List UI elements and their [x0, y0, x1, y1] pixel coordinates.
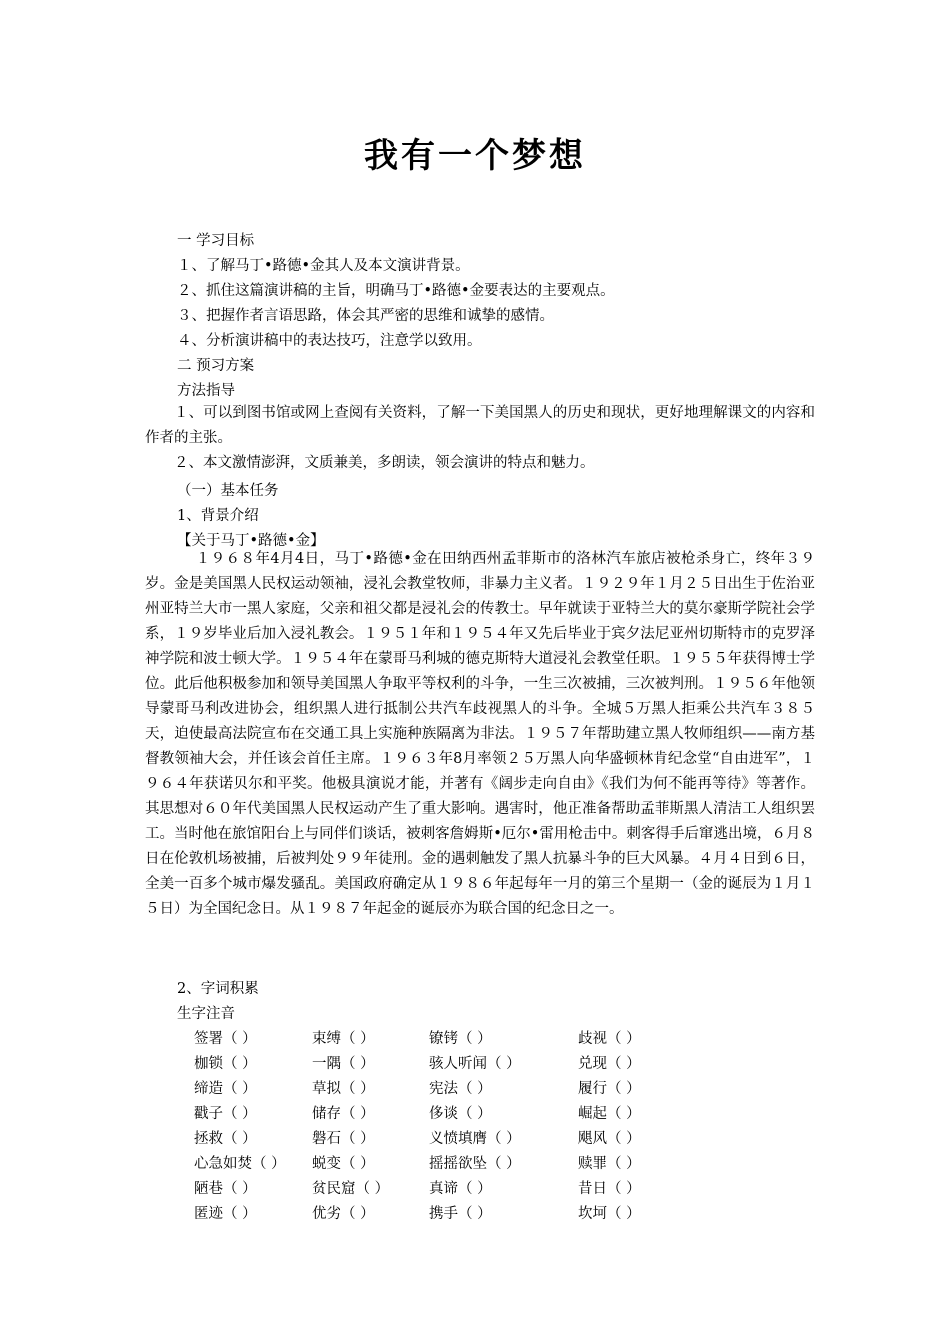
- vocab-table: [194, 1027, 714, 1227]
- vocab-item: 草拟（ ）: [312, 1081, 375, 1097]
- vocab-row: [194, 1177, 714, 1202]
- method-item-2: ２、本文激情澎湃，文质兼美，多朗读，领会演讲的特点和魅力。: [174, 455, 595, 471]
- vocab-item: 歧视（ ）: [578, 1031, 641, 1047]
- about-heading: 【关于马丁•路德•金】: [177, 533, 325, 549]
- vocab-item: 匿迹（ ）: [194, 1206, 257, 1222]
- vocab-row: [194, 1077, 714, 1102]
- vocab-item: 骇人听闻（ ）: [429, 1056, 521, 1072]
- vocab-item: 拯救（ ）: [194, 1131, 257, 1147]
- vocab-heading: 2、字词积累: [177, 981, 259, 997]
- vocab-item: 蜕变（ ）: [312, 1156, 375, 1172]
- method-item-1: １、可以到图书馆或网上查阅有关资料，了解一下美国黑人的历史和现状，更好地理解课文的内容和作者的主张。: [145, 405, 815, 446]
- vocab-row: [194, 1102, 714, 1127]
- method-heading: 方法指导: [177, 383, 235, 399]
- vocab-item: 摇摇欲坠（ ）: [429, 1156, 521, 1172]
- vocab-item: 真谛（ ）: [429, 1181, 492, 1197]
- vocab-item: 缔造（ ）: [194, 1081, 257, 1097]
- vocab-item: 束缚（ ）: [312, 1031, 375, 1047]
- vocab-item: 侈谈（ ）: [429, 1106, 492, 1122]
- vocab-row: [194, 1202, 714, 1227]
- vocab-row: [194, 1152, 714, 1177]
- vocab-item: 镣铐（ ）: [429, 1031, 492, 1047]
- vocab-item: 携手（ ）: [429, 1206, 492, 1222]
- document-title: 我有一个梦想: [364, 136, 586, 176]
- goal-item-3: ３、把握作者言语思路，体会其严密的思维和诚挚的感情。: [177, 308, 554, 324]
- vocab-item: 贫民窟（ ）: [312, 1181, 390, 1197]
- vocab-item: 兑现（ ）: [578, 1056, 641, 1072]
- vocab-item: 昔日（ ）: [578, 1181, 641, 1197]
- vocab-item: 义愤填膺（ ）: [429, 1131, 521, 1147]
- goal-item-4: ４、分析演讲稿中的表达技巧，注意学以致用。: [177, 333, 482, 349]
- vocab-row: [194, 1127, 714, 1152]
- vocab-item: 宪法（ ）: [429, 1081, 492, 1097]
- vocab-item: 坎坷（ ）: [578, 1206, 641, 1222]
- vocab-row: [194, 1052, 714, 1077]
- vocab-item: 陋巷（ ）: [194, 1181, 257, 1197]
- background-heading: 1、背景介绍: [177, 508, 259, 524]
- vocab-item: 心急如焚（ ）: [194, 1156, 286, 1172]
- vocab-item: 签署（ ）: [194, 1031, 257, 1047]
- vocab-row: [194, 1027, 714, 1052]
- vocab-item: 赎罪（ ）: [578, 1156, 641, 1172]
- vocab-item: 戳子（ ）: [194, 1106, 257, 1122]
- vocab-item: 优劣（ ）: [312, 1206, 375, 1222]
- pinyin-heading: 生字注音: [177, 1006, 235, 1022]
- goal-item-1: １、了解马丁•路德•金其人及本文演讲背景。: [177, 258, 470, 274]
- basic-task-heading: （一）基本任务: [177, 483, 279, 499]
- vocab-item: 一隅（ ）: [312, 1056, 375, 1072]
- vocab-item: 储存（ ）: [312, 1106, 375, 1122]
- vocab-item: 履行（ ）: [578, 1081, 641, 1097]
- biography-paragraph: １９６８年4月4日，马丁•路德•金在田纳西州孟菲斯市的洛林汽车旅店被枪杀身亡，终年３９岁。金是美国黑人民权运动领袖，浸礼会教堂牧师，非暴力主义者。１９２９年１月２５日出生于佐治亚州亚特兰大市一黑人家庭，父亲和祖父都是浸礼会的传教士。早年就读于亚特兰大的莫尔豪斯学院社会学系，１９岁毕业后加入浸礼教会。１９５１年和１９５４年又先后毕业于宾夕法尼亚州切斯特市的克罗泽神学院和波士顿大学。１９５４年在蒙哥马利城的德克斯特大道浸礼会教堂任职。１９５５年获得博士学位。此后他积极参加和领导美国黑人争取平等权利的斗争，一生三次被捕，三次被判刑。１９５６年他领导蒙哥马利改进协会，组织黑人进行抵制公共汽车歧视黑人的斗争。全城５万黑人拒乘公共汽车３８５天，迫使最高法院宣布在交通工具上实施种族隔离为非法。１９５７年帮助建立黑人牧师组织——南方基督教领袖大会，并任该会首任主席。１９６３年8月率领２５万黑人向华盛顿林肯纪念堂“自由进军”，１９６４年获诺贝尔和平奖。他极具演说才能，并著有《阔步走向自由》《我们为何不能再等待》等著作。其思想对６０年代美国黑人民权运动产生了重大影响。遇害时，他正准备帮助孟菲斯黑人清洁工人组织罢工。当时他在旅馆阳台上与同伴们谈话，被刺客詹姆斯•厄尔•雷用枪击中。刺客得手后窜逃出境，６月８日在伦敦机场被捕，后被判处９９年徒刑。金的遇刺触发了黑人抗暴斗争的巨大风暴。４月４日到６日，全美一百多个城市爆发骚乱。美国政府确定从１９８６年起每年一月的第三个星期一（金的诞辰为１月１５日）为全国纪念日。从１９８７年起金的诞辰亦为联合国的纪念日之一。: [145, 551, 815, 917]
- vocab-item: 枷锁（ ）: [194, 1056, 257, 1072]
- vocab-item: 崛起（ ）: [578, 1106, 641, 1122]
- section-heading-preview: 二 预习方案: [177, 358, 255, 374]
- vocab-item: 磐石（ ）: [312, 1131, 375, 1147]
- goal-item-2: ２、抓住这篇演讲稿的主旨，明确马丁•路德•金要表达的主要观点。: [177, 283, 615, 299]
- vocab-item: 飓风（ ）: [578, 1131, 641, 1147]
- section-heading-goals: 一 学习目标: [177, 233, 255, 249]
